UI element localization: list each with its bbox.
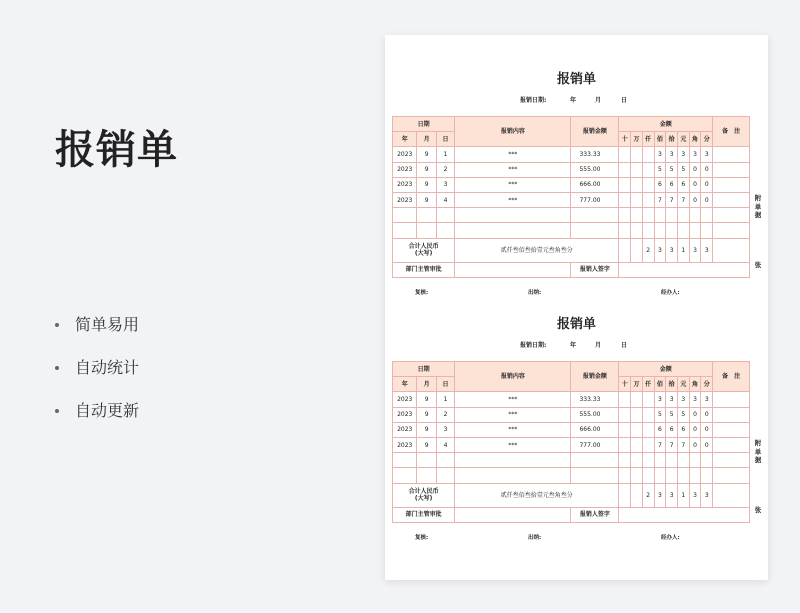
row-content: *** bbox=[455, 407, 571, 422]
row-amount: 333.33 bbox=[571, 147, 619, 162]
row-digit: 5 bbox=[677, 162, 689, 177]
total-digit: 3 bbox=[666, 238, 678, 262]
row-amount: 777.00 bbox=[571, 437, 619, 452]
row-content: *** bbox=[455, 147, 571, 162]
year-header: 年 bbox=[393, 377, 417, 392]
row-digit bbox=[631, 192, 643, 207]
row-remark bbox=[713, 147, 750, 162]
row-digit: 3 bbox=[654, 392, 666, 407]
review-label: 复核: bbox=[415, 535, 429, 541]
row-digit bbox=[631, 437, 643, 452]
empty-cell bbox=[393, 208, 417, 223]
empty-cell bbox=[701, 223, 713, 238]
row-digit: 0 bbox=[701, 162, 713, 177]
row-digit bbox=[642, 437, 654, 452]
approval-value bbox=[455, 507, 571, 522]
cashier-label: 出纳: bbox=[528, 290, 542, 296]
row-digit: 0 bbox=[689, 177, 701, 192]
year-unit: 年 bbox=[570, 342, 577, 349]
signer-value bbox=[619, 507, 750, 522]
expense-table bbox=[392, 361, 750, 523]
content-header: 报销内容 bbox=[455, 362, 571, 392]
table-row bbox=[393, 437, 750, 452]
row-digit: 5 bbox=[666, 162, 678, 177]
amount-header: 报销金额 bbox=[571, 117, 619, 147]
content-header: 报销内容 bbox=[455, 117, 571, 147]
row-digit: 6 bbox=[677, 177, 689, 192]
handler-label: 经办人: bbox=[661, 290, 680, 296]
form-title: 报销单 bbox=[556, 72, 596, 87]
row-digit bbox=[642, 392, 654, 407]
row-remark bbox=[713, 392, 750, 407]
row-digit: 6 bbox=[677, 422, 689, 437]
empty-cell bbox=[455, 453, 571, 468]
empty-cell bbox=[571, 208, 619, 223]
day-header: 日 bbox=[436, 132, 454, 147]
month-unit: 月 bbox=[595, 97, 602, 104]
row-amount: 666.00 bbox=[571, 177, 619, 192]
empty-cell bbox=[393, 453, 417, 468]
empty-cell bbox=[619, 468, 631, 483]
table-row bbox=[393, 192, 750, 207]
row-content: *** bbox=[455, 162, 571, 177]
total-digit bbox=[631, 483, 643, 507]
empty-cell bbox=[642, 453, 654, 468]
row-day: 1 bbox=[436, 147, 454, 162]
empty-cell bbox=[642, 223, 654, 238]
empty-row bbox=[393, 468, 750, 483]
total-words: 贰仟叁佰叁拾壹元叁角叁分 bbox=[455, 238, 619, 262]
empty-cell bbox=[417, 223, 436, 238]
row-digit bbox=[631, 177, 643, 192]
empty-row bbox=[393, 223, 750, 238]
total-digit bbox=[619, 483, 631, 507]
feature-label: 简单易用 bbox=[75, 315, 140, 334]
total-digit: 3 bbox=[654, 238, 666, 262]
row-digit: 3 bbox=[689, 392, 701, 407]
row-digit: 7 bbox=[666, 437, 678, 452]
row-digit bbox=[631, 162, 643, 177]
row-content: *** bbox=[455, 422, 571, 437]
total-digit: 3 bbox=[701, 238, 713, 262]
row-day: 1 bbox=[436, 392, 454, 407]
empty-cell bbox=[642, 208, 654, 223]
money-header: 金额 bbox=[619, 362, 713, 377]
row-content: *** bbox=[455, 392, 571, 407]
empty-cell bbox=[571, 223, 619, 238]
row-year: 2023 bbox=[393, 177, 417, 192]
empty-cell bbox=[393, 468, 417, 483]
digit-header: 万 bbox=[631, 377, 643, 392]
row-digit bbox=[642, 177, 654, 192]
row-digit bbox=[631, 392, 643, 407]
empty-cell bbox=[436, 223, 454, 238]
empty-cell bbox=[654, 468, 666, 483]
empty-cell bbox=[455, 223, 571, 238]
empty-cell bbox=[677, 468, 689, 483]
row-digit: 0 bbox=[701, 422, 713, 437]
empty-cell bbox=[571, 468, 619, 483]
row-year: 2023 bbox=[393, 147, 417, 162]
row-digit: 6 bbox=[666, 422, 678, 437]
row-digit bbox=[642, 192, 654, 207]
date-label: 报销日期: bbox=[520, 97, 547, 104]
digit-header: 仟 bbox=[642, 377, 654, 392]
date-line bbox=[385, 96, 768, 106]
row-digit: 7 bbox=[654, 437, 666, 452]
row-digit: 3 bbox=[666, 147, 678, 162]
row-digit: 0 bbox=[701, 192, 713, 207]
row-digit bbox=[631, 147, 643, 162]
row-amount: 555.00 bbox=[571, 407, 619, 422]
row-digit bbox=[619, 407, 631, 422]
day-header: 日 bbox=[436, 377, 454, 392]
digit-header: 佰 bbox=[654, 132, 666, 147]
row-digit: 3 bbox=[654, 147, 666, 162]
row-remark bbox=[713, 192, 750, 207]
digit-header: 佰 bbox=[654, 377, 666, 392]
row-digit: 0 bbox=[689, 162, 701, 177]
row-day: 2 bbox=[436, 162, 454, 177]
row-year: 2023 bbox=[393, 162, 417, 177]
row-digit: 0 bbox=[689, 407, 701, 422]
digit-header: 分 bbox=[701, 132, 713, 147]
row-day: 3 bbox=[436, 422, 454, 437]
empty-cell bbox=[571, 453, 619, 468]
row-amount: 666.00 bbox=[571, 422, 619, 437]
digit-header: 角 bbox=[689, 377, 701, 392]
expense-form bbox=[385, 317, 768, 562]
row-digit: 7 bbox=[666, 192, 678, 207]
row-digit: 5 bbox=[677, 407, 689, 422]
month-header: 月 bbox=[417, 377, 436, 392]
table-row bbox=[393, 407, 750, 422]
row-digit: 3 bbox=[701, 392, 713, 407]
row-amount: 777.00 bbox=[571, 192, 619, 207]
digit-header: 万 bbox=[631, 132, 643, 147]
row-digit: 0 bbox=[689, 422, 701, 437]
digit-header: 仟 bbox=[642, 132, 654, 147]
row-day: 4 bbox=[436, 192, 454, 207]
sheet-label: 张 bbox=[754, 506, 762, 514]
empty-cell bbox=[677, 453, 689, 468]
row-digit: 3 bbox=[677, 392, 689, 407]
row-content: *** bbox=[455, 192, 571, 207]
approval-label: 部门主管审批 bbox=[393, 262, 455, 277]
signer-label: 报销人签字 bbox=[571, 262, 619, 277]
row-month: 9 bbox=[417, 407, 436, 422]
row-remark bbox=[713, 162, 750, 177]
row-digit bbox=[619, 177, 631, 192]
row-digit: 0 bbox=[689, 192, 701, 207]
empty-cell bbox=[619, 223, 631, 238]
row-digit: 6 bbox=[654, 422, 666, 437]
row-digit bbox=[619, 147, 631, 162]
row-digit bbox=[631, 422, 643, 437]
empty-cell bbox=[619, 208, 631, 223]
empty-cell bbox=[436, 468, 454, 483]
empty-cell bbox=[666, 223, 678, 238]
table-row bbox=[393, 162, 750, 177]
expense-table bbox=[392, 116, 750, 278]
empty-cell bbox=[689, 453, 701, 468]
total-label: 合计人民币 (大写) bbox=[393, 238, 455, 262]
row-remark bbox=[713, 422, 750, 437]
total-digit: 3 bbox=[666, 483, 678, 507]
table-row bbox=[393, 177, 750, 192]
row-digit: 5 bbox=[654, 407, 666, 422]
empty-cell bbox=[619, 453, 631, 468]
digit-header: 分 bbox=[701, 377, 713, 392]
year-unit: 年 bbox=[570, 97, 577, 104]
feature-item bbox=[55, 312, 139, 355]
total-digit: 1 bbox=[677, 483, 689, 507]
attach-label: 附 单 据 bbox=[754, 439, 762, 464]
empty-cell bbox=[654, 453, 666, 468]
row-month: 9 bbox=[417, 162, 436, 177]
row-month: 9 bbox=[417, 177, 436, 192]
empty-cell bbox=[631, 468, 643, 483]
empty-cell bbox=[666, 453, 678, 468]
day-unit: 日 bbox=[621, 97, 628, 104]
cashier-label: 出纳: bbox=[528, 535, 542, 541]
row-amount: 333.33 bbox=[571, 392, 619, 407]
review-label: 复核: bbox=[415, 290, 429, 296]
digit-header: 角 bbox=[689, 132, 701, 147]
row-year: 2023 bbox=[393, 422, 417, 437]
row-digit bbox=[642, 147, 654, 162]
row-day: 4 bbox=[436, 437, 454, 452]
total-words: 贰仟叁佰叁拾壹元叁角叁分 bbox=[455, 483, 619, 507]
row-day: 2 bbox=[436, 407, 454, 422]
table-row bbox=[393, 422, 750, 437]
total-digit: 1 bbox=[677, 238, 689, 262]
year-header: 年 bbox=[393, 132, 417, 147]
total-digit: 3 bbox=[689, 238, 701, 262]
total-digit: 2 bbox=[642, 238, 654, 262]
empty-cell bbox=[701, 453, 713, 468]
date-header: 日期 bbox=[393, 362, 455, 377]
empty-cell bbox=[631, 223, 643, 238]
date-label: 报销日期: bbox=[520, 342, 547, 349]
row-digit bbox=[619, 162, 631, 177]
row-digit bbox=[642, 407, 654, 422]
table-row bbox=[393, 147, 750, 162]
empty-row bbox=[393, 208, 750, 223]
bullet-icon bbox=[55, 409, 59, 413]
row-month: 9 bbox=[417, 437, 436, 452]
empty-cell bbox=[393, 223, 417, 238]
sheet-label: 张 bbox=[754, 261, 762, 269]
empty-cell bbox=[417, 208, 436, 223]
row-digit bbox=[642, 422, 654, 437]
row-day: 3 bbox=[436, 177, 454, 192]
digit-header: 十 bbox=[619, 377, 631, 392]
row-digit: 7 bbox=[677, 437, 689, 452]
feature-item bbox=[55, 398, 139, 441]
row-digit: 0 bbox=[701, 177, 713, 192]
row-digit: 3 bbox=[689, 147, 701, 162]
approval-value bbox=[455, 262, 571, 277]
total-digit: 2 bbox=[642, 483, 654, 507]
month-unit: 月 bbox=[595, 342, 602, 349]
empty-cell bbox=[417, 453, 436, 468]
row-digit bbox=[631, 407, 643, 422]
money-header: 金额 bbox=[619, 117, 713, 132]
row-digit: 6 bbox=[654, 177, 666, 192]
row-month: 9 bbox=[417, 192, 436, 207]
handler-label: 经办人: bbox=[661, 535, 680, 541]
signer-label: 报销人签字 bbox=[571, 507, 619, 522]
empty-cell bbox=[713, 208, 750, 223]
remarks-header: 备 注 bbox=[713, 117, 750, 147]
total-digit: 3 bbox=[701, 483, 713, 507]
empty-cell bbox=[631, 453, 643, 468]
empty-cell bbox=[677, 208, 689, 223]
total-label: 合计人民币 (大写) bbox=[393, 483, 455, 507]
row-remark bbox=[713, 437, 750, 452]
row-digit: 7 bbox=[677, 192, 689, 207]
empty-cell bbox=[701, 208, 713, 223]
feature-list bbox=[55, 312, 139, 441]
empty-cell bbox=[689, 208, 701, 223]
digit-header: 十 bbox=[619, 132, 631, 147]
table-row bbox=[393, 392, 750, 407]
row-content: *** bbox=[455, 437, 571, 452]
row-digit bbox=[642, 162, 654, 177]
row-digit bbox=[619, 437, 631, 452]
empty-cell bbox=[713, 468, 750, 483]
row-month: 9 bbox=[417, 147, 436, 162]
attach-label: 附 单 据 bbox=[754, 194, 762, 219]
row-remark bbox=[713, 177, 750, 192]
empty-cell bbox=[666, 468, 678, 483]
row-remark bbox=[713, 407, 750, 422]
feature-label: 自动更新 bbox=[75, 401, 140, 420]
month-header: 月 bbox=[417, 132, 436, 147]
total-digit bbox=[619, 238, 631, 262]
row-year: 2023 bbox=[393, 407, 417, 422]
row-month: 9 bbox=[417, 422, 436, 437]
bullet-icon bbox=[55, 323, 59, 327]
feature-label: 自动统计 bbox=[75, 358, 140, 377]
digit-header: 拾 bbox=[666, 132, 678, 147]
row-digit: 5 bbox=[666, 407, 678, 422]
row-amount: 555.00 bbox=[571, 162, 619, 177]
empty-cell bbox=[654, 208, 666, 223]
total-remark bbox=[713, 238, 750, 262]
empty-cell bbox=[631, 208, 643, 223]
empty-cell bbox=[713, 223, 750, 238]
row-digit: 0 bbox=[689, 437, 701, 452]
row-year: 2023 bbox=[393, 392, 417, 407]
empty-cell bbox=[436, 453, 454, 468]
row-digit: 3 bbox=[677, 147, 689, 162]
total-digit: 3 bbox=[654, 483, 666, 507]
row-digit: 0 bbox=[701, 407, 713, 422]
empty-cell bbox=[455, 468, 571, 483]
footer-line bbox=[385, 288, 768, 298]
row-digit: 0 bbox=[701, 437, 713, 452]
expense-form bbox=[385, 72, 768, 317]
empty-row bbox=[393, 453, 750, 468]
day-unit: 日 bbox=[621, 342, 628, 349]
row-digit: 3 bbox=[701, 147, 713, 162]
total-remark bbox=[713, 483, 750, 507]
row-month: 9 bbox=[417, 392, 436, 407]
total-digit bbox=[631, 238, 643, 262]
total-digit: 3 bbox=[689, 483, 701, 507]
row-digit bbox=[619, 392, 631, 407]
row-digit: 7 bbox=[654, 192, 666, 207]
empty-cell bbox=[689, 223, 701, 238]
empty-cell bbox=[713, 453, 750, 468]
row-year: 2023 bbox=[393, 192, 417, 207]
empty-cell bbox=[689, 468, 701, 483]
empty-cell bbox=[455, 208, 571, 223]
row-content: *** bbox=[455, 177, 571, 192]
feature-item bbox=[55, 355, 139, 398]
row-digit: 5 bbox=[654, 162, 666, 177]
digit-header: 元 bbox=[677, 377, 689, 392]
row-digit bbox=[619, 192, 631, 207]
empty-cell bbox=[642, 468, 654, 483]
headline: 报销单 bbox=[55, 127, 178, 173]
row-year: 2023 bbox=[393, 437, 417, 452]
empty-cell bbox=[701, 468, 713, 483]
footer-line bbox=[385, 533, 768, 543]
approval-label: 部门主管审批 bbox=[393, 507, 455, 522]
row-digit bbox=[619, 422, 631, 437]
date-header: 日期 bbox=[393, 117, 455, 132]
empty-cell bbox=[654, 223, 666, 238]
row-digit: 3 bbox=[666, 392, 678, 407]
amount-header: 报销金额 bbox=[571, 362, 619, 392]
signer-value bbox=[619, 262, 750, 277]
empty-cell bbox=[666, 208, 678, 223]
empty-cell bbox=[436, 208, 454, 223]
bullet-icon bbox=[55, 366, 59, 370]
empty-cell bbox=[677, 223, 689, 238]
document-page bbox=[385, 35, 768, 580]
empty-cell bbox=[417, 468, 436, 483]
digit-header: 拾 bbox=[666, 377, 678, 392]
digit-header: 元 bbox=[677, 132, 689, 147]
row-digit: 6 bbox=[666, 177, 678, 192]
remarks-header: 备 注 bbox=[713, 362, 750, 392]
form-title: 报销单 bbox=[556, 317, 596, 332]
date-line bbox=[385, 341, 768, 351]
